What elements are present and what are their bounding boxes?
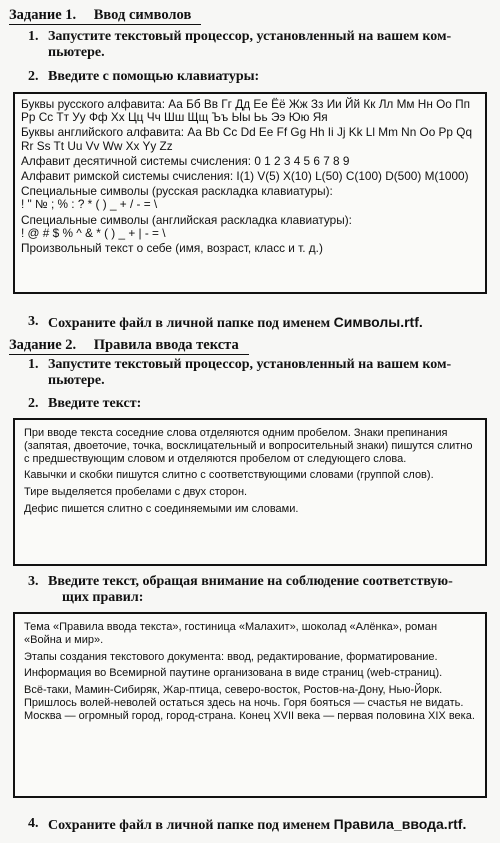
box-paragraph: При вводе текста соседние слова отделяются одним пробелом. Знаки препинания (запятая, двоеточие, точка, восклицательный и вопросительный знаки) пишутся слитно с предшествующим словом и отделяются пробелом от следующего слова. [24, 427, 473, 465]
box-line-free-text: Произвольный текст о себе (имя, возраст, класс и т. д.) [21, 241, 323, 256]
task1-label: Задание 1. [9, 7, 77, 23]
item-text-line: Введите текст: [48, 396, 142, 411]
item-number: 1. [28, 29, 39, 44]
task1-item-3 [28, 314, 494, 332]
box-line-special-en-title: Специальные символы (английская раскладка клавиатуры): [21, 212, 352, 227]
box-paragraph: Кавычки и скобки пишутся слитно с соответствующими словами (группой слов). [24, 469, 434, 482]
task2-item-1 [28, 357, 494, 389]
task1-item-2 [28, 69, 494, 85]
task2-item-3 [28, 574, 494, 606]
box-line-decimal: Алфавит десятичной системы счисления: 0 1 2 3 4 5 6 7 8 9 [21, 153, 350, 168]
task2-item-2 [28, 396, 494, 412]
box-line-special-en: ! @ # $ % ^ & * ( ) _ + | - = \ [21, 225, 166, 240]
item-text-line: Запустите текстовый процессор, установленный на вашем ком- [48, 29, 452, 44]
task1-input-box [13, 92, 487, 294]
task2-item-4 [28, 816, 494, 834]
item-number: 2. [28, 396, 39, 411]
filename: Правила_ввода.rtf. [333, 816, 467, 832]
task1-name: Ввод символов [93, 7, 192, 23]
item-text-line: Введите текст, обращая внимание на соблюдение соответствую- [48, 574, 453, 589]
box-paragraph: Этапы создания текстового документа: ввод, редактирование, форматирование. [24, 650, 438, 663]
task2-title [9, 336, 249, 355]
item-number: 1. [28, 357, 39, 372]
box-line-russian-alphabet: Буквы русского алфавита: Аа Бб Вв Гг Дд Ее Ёё Жж Зз Ии Йй Кк Лл Мм Нн Оо Пп Рр Сс Тт Уу Фф Хх Цц Чч Шш Щщ Ъъ Ыы Ьь Ээ Юю Яя [21, 97, 471, 125]
task1-title [9, 6, 201, 25]
item-number: 3. [28, 574, 39, 589]
filename: Символы.rtf. [333, 314, 423, 330]
item-number: 3. [28, 314, 39, 329]
box-line-roman: Алфавит римской системы счисления: I(1) V(5) X(10) L(50) C(100) D(500) M(1000) [21, 169, 469, 184]
task2-text-box-1 [13, 418, 487, 566]
item-text-line: пьютере. [48, 373, 105, 388]
box-paragraph: Информация во Всемирной паутине организована в виде страниц (web-страниц). [24, 667, 443, 680]
box-line-english-alphabet: Буквы английского алфавита: Аа Bb Cc Dd Ee Ff Gg Hh Ii Jj Kk Ll Mm Nn Oo Pp Qq Rr Ss Tt Uu Vv Ww Xx Yy Zz [21, 125, 473, 153]
box-paragraph: Всё-таки, Мамин-Сибиряк, Жар-птица, северо-восток, Ростов-на-Дону, Нью-Йорк. Пришлось волей-неволей остаться здесь на ночь. Горя бояться — счастья не видать. Москва — огромный город, город-страна. Конец XVII века — первая половина XIX века. [24, 684, 475, 722]
task2-name: Правила ввода текста [93, 337, 239, 353]
task2-label: Задание 2. [9, 337, 77, 353]
box-paragraph: Тире выделяется пробелами с двух сторон. [24, 486, 248, 499]
item-text-line: Запустите текстовый процессор, установленный на вашем ком- [48, 357, 452, 372]
item-number: 2. [28, 69, 39, 84]
task1-item-1 [28, 29, 494, 61]
box-line-special-ru: ! " № ; % : ? * ( ) _ + / - = \ [21, 197, 158, 212]
box-line-special-ru-title: Специальные символы (русская раскладка клавиатуры): [21, 184, 333, 199]
task2-text-box-2 [13, 612, 487, 798]
box-paragraph: Дефис пишется слитно с соединяемыми им словами. [24, 502, 299, 515]
item-text: Сохраните файл в личной папке под именем [48, 818, 331, 833]
item-text-line: пьютере. [48, 45, 105, 60]
item-text: Сохраните файл в личной папке под именем [48, 316, 331, 331]
item-number: 4. [28, 816, 39, 831]
item-text-line: щих правил: [62, 590, 144, 605]
box-paragraph: Тема «Правила ввода текста», гостиница «Малахит», шоколад «Алёнка», роман «Война и мир». [24, 621, 438, 646]
item-text-line: Введите с помощью клавиатуры: [48, 69, 260, 84]
